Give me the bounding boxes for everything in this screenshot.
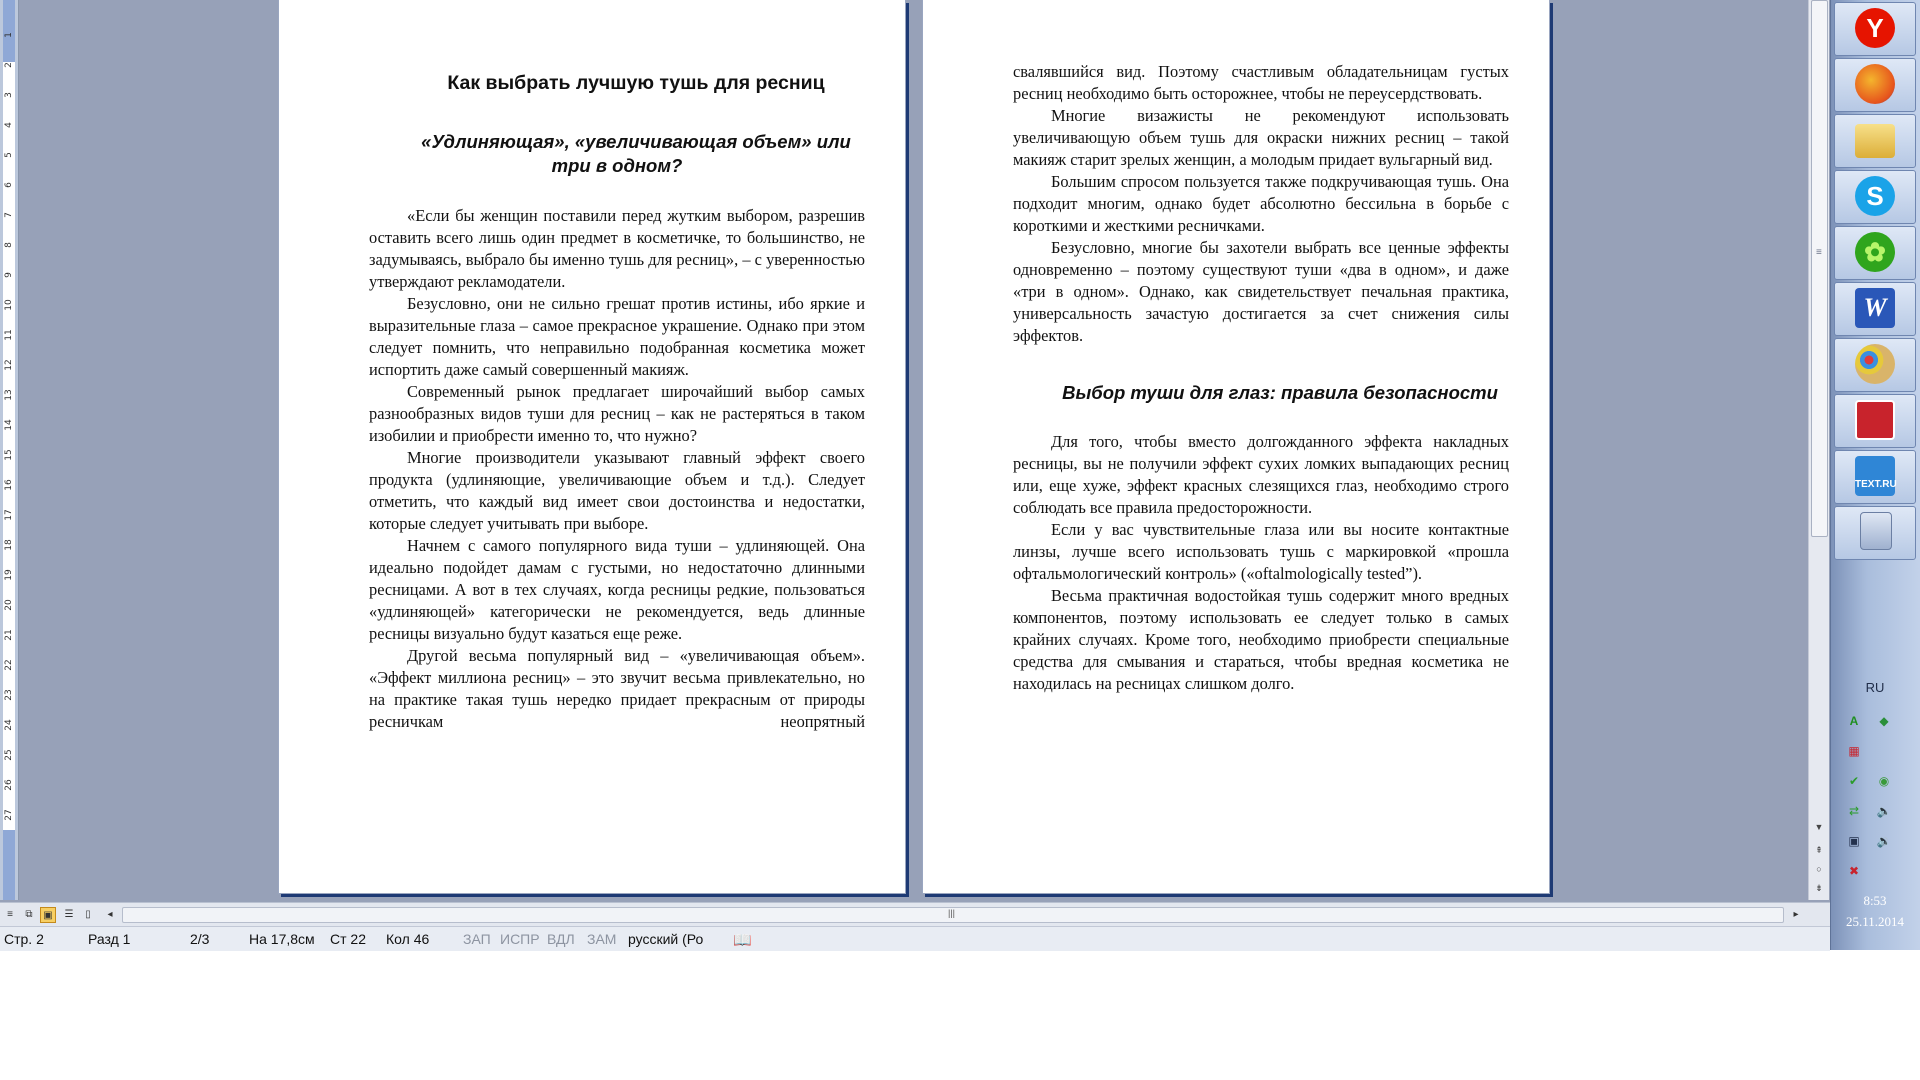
status-bar	[0, 926, 1830, 951]
ruler-tick: 6	[4, 182, 14, 188]
status-ovr[interactable]: ЗАМ	[587, 931, 617, 947]
ruler-tick: 4	[4, 122, 14, 128]
page-left-body[interactable]	[369, 72, 865, 733]
paragraph: Многие визажисты не рекомендуют использовать увеличивающую объем тушь для окраски нижних ресниц – такой макияж старит зрелых женщин, а молодым придает вульгарный вид.	[1013, 106, 1509, 169]
nvidia-icon[interactable]: ◉	[1878, 774, 1890, 788]
date[interactable]: 25.11.2014	[1845, 914, 1905, 929]
vertical-scrollbar[interactable]	[1808, 0, 1829, 900]
ruler-tick: 20	[4, 599, 14, 611]
volume-muted-icon[interactable]: 🔈	[1876, 804, 1892, 818]
ruler-margin-bottom	[3, 830, 15, 900]
status-page[interactable]: Стр. 2	[4, 931, 44, 947]
yandex-browser-icon[interactable]: Y	[1834, 2, 1916, 56]
status-position[interactable]: На 17,8см	[249, 931, 315, 947]
previous-page-icon[interactable]: ⇞	[1815, 845, 1823, 855]
status-trk[interactable]: ИСПР	[500, 931, 540, 947]
ruler-tick: 14	[4, 419, 14, 431]
grip-icon: |||	[948, 908, 956, 918]
ruler-tick: 10	[4, 299, 14, 311]
paragraph: Многие производители указывают главный эффект своего продукта (удлиняющие, увеличивающие объем и т.д.). Следует отметить, что каждый вид имеет свои достоинства и недостатки, которые следует учитывать при выборе.	[369, 448, 865, 533]
grip-icon: ≡	[1816, 247, 1822, 258]
paragraph-continuation: свалявшийся вид. Поэтому счастливым обладательницам густых ресниц необходимо быть осторожнее, чтобы не переусердствовать.	[1013, 62, 1509, 103]
clock[interactable]: 8:53	[1863, 893, 1887, 908]
ruler-tick: 1	[4, 32, 14, 38]
action-center-icon[interactable]: ✖	[1848, 864, 1860, 878]
print-layout-view-icon[interactable]: ▣	[40, 907, 56, 923]
web-view-icon[interactable]: ⧉	[25, 909, 33, 920]
scroll-down-icon[interactable]: ▼	[1814, 822, 1824, 832]
pdf-tray-icon[interactable]: ▦	[1848, 744, 1860, 758]
ruler-tick: 16	[4, 479, 14, 491]
paint-icon[interactable]	[1834, 338, 1916, 392]
article-subtitle: «Удлиняющая», «увеличивающая объем» или три в одном?	[421, 131, 851, 176]
paragraph: Другой весьма популярный вид – «увеличивающая объем». «Эффект миллиона ресниц» – это звучит весьма привлекательно, но на практике такая тушь нередко придает прекрасным от природы ресничкам неопрятный	[369, 646, 865, 731]
page-right[interactable]	[922, 0, 1550, 894]
ruler-tick: 7	[4, 212, 14, 218]
ruler-tick: 9	[4, 272, 14, 278]
vertical-scroll-thumb[interactable]	[1811, 0, 1828, 537]
folder-icon[interactable]	[1834, 114, 1916, 168]
page-left[interactable]	[278, 0, 906, 894]
status-section[interactable]: Разд 1	[88, 931, 131, 947]
word-icon[interactable]: W	[1834, 282, 1916, 336]
status-column[interactable]: Кол 46	[386, 931, 430, 947]
view-and-hscroll-bar	[0, 902, 1830, 927]
browse-object-icon[interactable]: ○	[1816, 864, 1822, 874]
article-title: Как выбрать лучшую тушь для ресниц	[447, 72, 825, 94]
status-language[interactable]: русский (Ро	[628, 931, 704, 947]
abbyy-icon[interactable]: A	[1849, 714, 1859, 728]
next-page-icon[interactable]: ⇟	[1815, 883, 1823, 893]
ruler-tick: 18	[4, 539, 14, 551]
ruler-tick: 21	[4, 629, 14, 641]
network-monitor-icon[interactable]: ◆	[1879, 714, 1889, 728]
pdf-reader-icon[interactable]	[1834, 394, 1916, 448]
status-rec[interactable]: ЗАП	[463, 931, 491, 947]
ruler-tick: 3	[4, 92, 14, 98]
ruler-tick: 23	[4, 689, 14, 701]
page-right-body[interactable]	[1013, 61, 1509, 695]
paragraph: Современный рынок предлагает широчайший выбор самых разнообразных видов туши для ресниц – как не растеряться в таком изобилии и приобрести именно то, что нужно?	[369, 382, 865, 445]
ruler-tick: 13	[4, 389, 14, 401]
ruler-tick: 5	[4, 152, 14, 158]
paragraph: Весьма практичная водостойкая тушь содержит много вредных компонентов, поэтому использовать ее следует только в самых крайних случаях. Кроме того, необходимо приобрести специальные средства для смывания и стараться, чтобы вредная косметика не находилась на ресницах слишком долго.	[1013, 586, 1509, 693]
paragraph: Безусловно, многие бы захотели выбрать все ценные эффекты одновременно – поэтому существуют туши «два в одном», и даже «три в одном». Однако, как свидетельствует печальная практика, универсальность зачастую достигается за счет снижения силы эффектов.	[1013, 238, 1509, 345]
spelling-check-icon[interactable]: 📖	[733, 932, 752, 949]
status-ext[interactable]: ВДЛ	[547, 931, 575, 947]
network-icon[interactable]: ▣	[1848, 834, 1860, 848]
horizontal-scrollbar[interactable]	[122, 907, 1784, 923]
firefox-icon[interactable]	[1834, 58, 1916, 112]
reading-view-icon[interactable]: ▯	[85, 909, 91, 920]
vertical-ruler[interactable]	[0, 0, 19, 900]
ruler-tick: 22	[4, 659, 14, 671]
paragraph: Для того, чтобы вместо долгожданного эффекта накладных ресницы, вы не получили эффект сухих ломких выпадающих ресниц или, еще хуже, эффект красных слезящихся глаз, необходимо строго соблюдать все правила предосторожности.	[1013, 432, 1509, 517]
paragraph: «Если бы женщин поставили перед жутким выбором, разрешив оставить всего лишь один предмет в косметичке, то большинство, не задумываясь, выбрало бы именно тушь для ресниц», – с уверенностью утверждают рекламодатели.	[369, 206, 865, 291]
scroll-left-icon[interactable]: ◂	[107, 909, 113, 920]
volume-icon[interactable]: 🔉	[1876, 834, 1892, 848]
ruler-tick: 27	[4, 809, 14, 821]
language-indicator[interactable]: RU	[1865, 680, 1885, 695]
normal-view-icon[interactable]: ≡	[7, 909, 13, 920]
security-check-icon[interactable]: ✔	[1848, 774, 1860, 788]
paragraph: Если у вас чувствительные глаза или вы носите контактные линзы, лучше всего использовать тушь с маркировкой «прошла офтальмологический контроль» («oftalmologically tested”).	[1013, 520, 1509, 583]
ruler-tick: 19	[4, 569, 14, 581]
ruler-tick: 8	[4, 242, 14, 248]
paragraph: Безусловно, они не сильно грешат против истины, ибо яркие и выразительные глаза – самое прекрасное украшение. Однако при этом следует помнить, что неправильно подобранная косметика может испортить даже самый совершенный макияж.	[369, 294, 865, 379]
ruler-tick: 2	[4, 62, 14, 68]
skype-icon[interactable]: S	[1834, 170, 1916, 224]
usb-safe-remove-icon[interactable]: ⇄	[1848, 804, 1860, 818]
taskbar	[1830, 0, 1920, 950]
paragraph: Большим спросом пользуется также подкручивающая тушь. Она подходит многим, однако будет абсолютно бессильна в борьбе с короткими и жесткими ресничками.	[1013, 172, 1509, 235]
section-heading: Выбор туши для глаз: правила безопасности	[1062, 382, 1498, 403]
ruler-tick: 17	[4, 509, 14, 521]
calculator-icon[interactable]	[1834, 506, 1916, 560]
text-ru-icon[interactable]: TEXT.RU	[1834, 450, 1916, 504]
icq-icon[interactable]: ✿	[1834, 226, 1916, 280]
ruler-tick: 25	[4, 749, 14, 761]
ruler-tick: 12	[4, 359, 14, 371]
status-line[interactable]: Ст 22	[330, 931, 366, 947]
ruler-tick: 24	[4, 719, 14, 731]
status-pages[interactable]: 2/3	[190, 931, 210, 947]
ruler-tick: 15	[4, 449, 14, 461]
outline-view-icon[interactable]: ☰	[64, 909, 74, 920]
paragraph: Начнем с самого популярного вида туши – удлиняющей. Она идеально подойдет дамам с густыми, но недостаточно длинными ресницами. А вот в тех случаях, когда ресницы редкие, пользоваться «удлиняющей» категорически не рекомендуется, ведь длинные ресницы визуально будут казаться еще реже.	[369, 536, 865, 643]
ruler-tick: 26	[4, 779, 14, 791]
ruler-tick: 11	[4, 329, 14, 341]
scroll-right-icon[interactable]: ▸	[1793, 909, 1799, 920]
